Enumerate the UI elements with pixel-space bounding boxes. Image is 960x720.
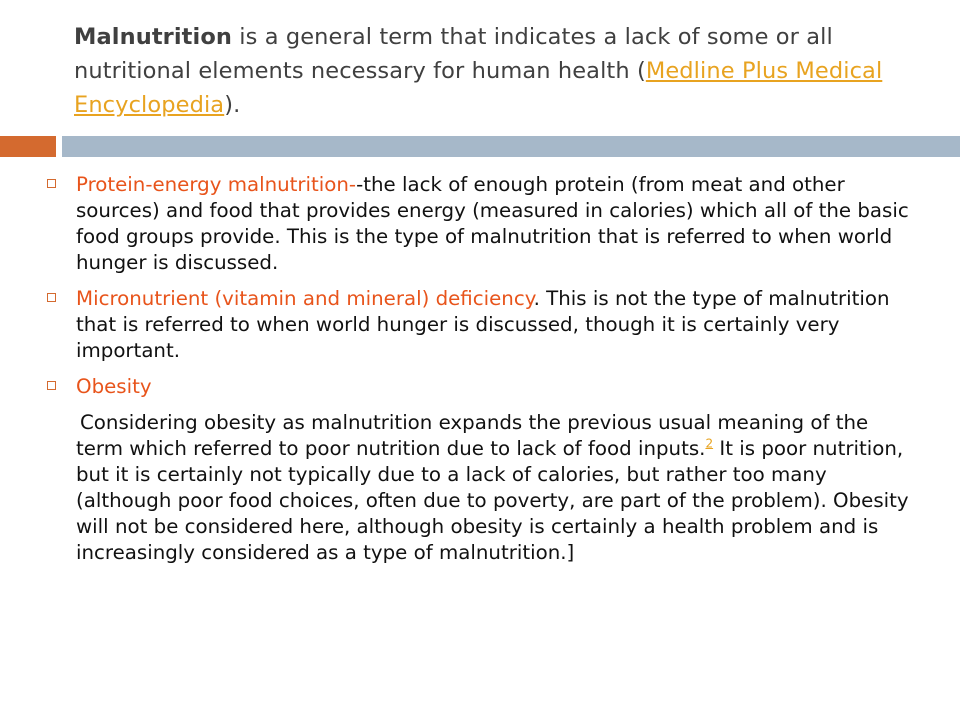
footnote-superscript <box>705 436 713 450</box>
square-bullet-icon <box>47 293 56 302</box>
bullet-obesity <box>44 374 920 400</box>
accent-bar-blue <box>62 136 960 157</box>
square-bullet-icon <box>47 179 56 188</box>
bullet-protein-energy <box>44 172 920 276</box>
accent-bar-orange <box>0 136 56 157</box>
bullet-text: -the lack of enough protein (from meat and other sources) and food that provides energy (measured in calories) which all of the basic food groups provide. This is the type of malnutrition that is referred to when world hunger is discussed. <box>76 173 909 274</box>
obesity-paragraph <box>44 410 920 566</box>
paragraph-part-2: It is poor nutrition, but it is certainly not typically due to a lack of calories, but rather too many (although poor food choices, often due to poverty, are part of the problem). Obesity will not be considered here, although obesity is certainly a health problem and is increasingly considered as a type of malnutrition.] <box>76 437 909 564</box>
bullet-highlight: Protein-energy malnutrition- <box>76 173 357 196</box>
square-bullet-icon <box>47 381 56 390</box>
footnote-link[interactable]: 2 <box>705 436 714 451</box>
medline-plus-link[interactable]: Medline Plus Medical Encyclopedia <box>74 58 883 118</box>
bullet-highlight: Micronutrient (vitamin and mineral) deficiency <box>76 287 534 310</box>
bullet-text: . This is not the type of malnutrition that is referred to when world hunger is discussed, though it is certainly very important. <box>76 287 890 362</box>
paragraph-part-1: Considering obesity as malnutrition expands the previous usual meaning of the term which referred to poor nutrition due to lack of food inputs. <box>76 411 869 460</box>
slide-content <box>44 172 920 566</box>
title-bold-term: Malnutrition <box>74 24 233 50</box>
bullet-highlight: Obesity <box>76 375 152 398</box>
title-end: ). <box>224 92 241 118</box>
bullet-micronutrient <box>44 286 920 364</box>
slide-title <box>74 20 904 122</box>
title-text: is a general term that indicates a lack of some or all nutritional elements necessary for human health ( <box>74 24 833 84</box>
